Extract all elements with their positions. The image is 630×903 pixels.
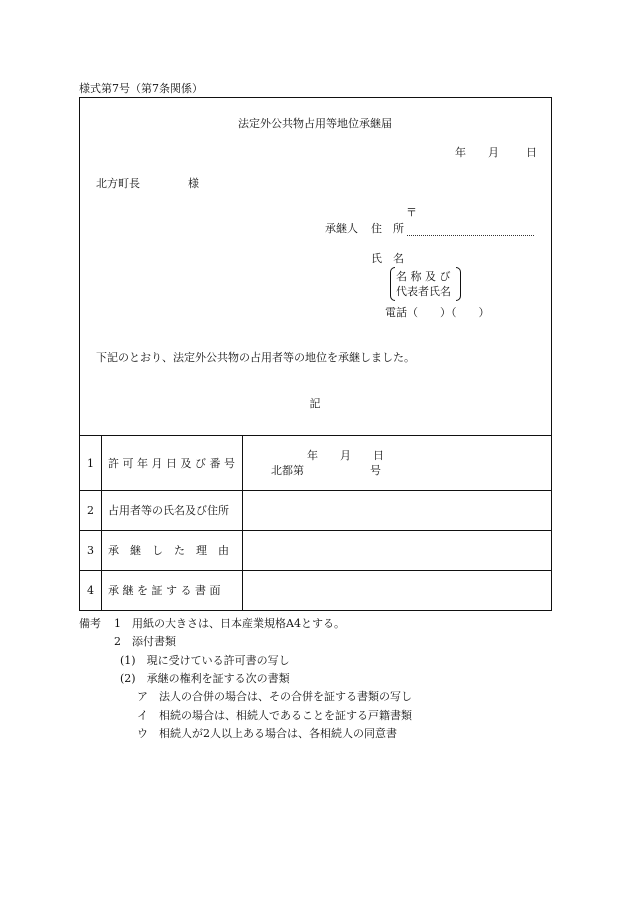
note-item: ウ 相続人が2人以上ある場合は、各相続人の同意書 <box>137 727 397 740</box>
table-row-divider <box>80 530 551 531</box>
address-dotted-line <box>407 235 534 236</box>
row-number: 1 <box>87 457 94 470</box>
addressee-honorific: 様 <box>188 177 199 190</box>
form-number: 様式第7号（第7条関係） <box>79 82 203 95</box>
note-item: 1 用紙の大きさは、日本産業規格A4とする。 <box>114 617 345 630</box>
name-label: 氏 名 <box>371 252 404 265</box>
statement: 下記のとおり、法定外公共物の占用者等の地位を承継しました。 <box>96 351 415 364</box>
table-row-divider <box>80 490 551 491</box>
row-number: 2 <box>87 504 94 517</box>
notes-heading: 備考 <box>79 617 101 630</box>
row-number: 3 <box>87 544 94 557</box>
table-top-border <box>80 435 551 436</box>
corp-line1: 名 称 及 び <box>396 270 451 283</box>
row-value-date: 年 月 日 <box>307 449 384 462</box>
note-item: (1) 現に受けている許可書の写し <box>120 654 290 667</box>
row-value-number: 北都第 号 <box>271 464 381 477</box>
table-col-divider <box>101 435 102 610</box>
address-label: 住 所 <box>371 222 404 235</box>
table-col-divider <box>242 435 243 610</box>
row-label: 承 継 し た 理 由 <box>108 544 229 557</box>
date-day: 日 <box>526 146 537 159</box>
date-year: 年 <box>455 146 466 159</box>
row-label: 占用者等の氏名及び住所 <box>108 504 229 517</box>
note-item: ア 法人の合併の場合は、その合併を証する書類の写し <box>137 690 412 703</box>
note-item: (2) 承継の権利を証する次の書類 <box>120 672 290 685</box>
postal-mark: 〒 <box>406 206 417 219</box>
corp-line2: 代表者氏名 <box>396 285 451 298</box>
row-label: 承 継 を 証 す る 書 面 <box>108 584 221 597</box>
row-number: 4 <box>87 584 94 597</box>
corp-paren-left <box>390 267 395 301</box>
form-title: 法定外公共物占用等地位承継届 <box>238 117 392 130</box>
note-item: 2 添付書類 <box>114 635 176 648</box>
date-month: 月 <box>488 146 499 159</box>
row-label: 許 可 年 月 日 及 び 番 号 <box>108 457 235 470</box>
applicant-role: 承継人 <box>325 222 358 235</box>
addressee-name: 北方町長 <box>96 177 140 190</box>
phone-label: 電話（ ）（ ） <box>385 306 490 319</box>
table-row-divider <box>80 570 551 571</box>
corp-paren-right <box>456 267 461 301</box>
note-item: イ 相続の場合は、相続人であることを証する戸籍書類 <box>137 709 412 722</box>
ki-mark: 記 <box>309 397 321 410</box>
